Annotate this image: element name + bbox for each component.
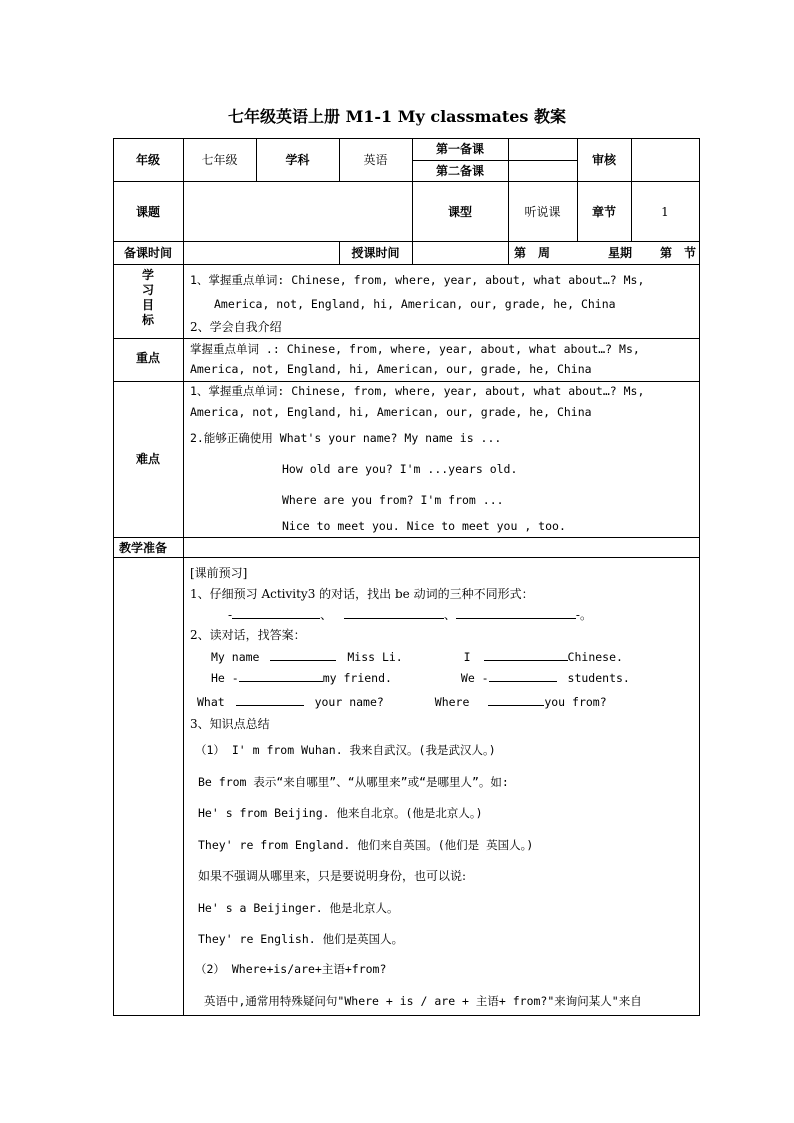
key-points-line-1: 掌握重点单词 .: Chinese, from, where, year, about, what about…? Ms, — [190, 342, 640, 356]
document-title: 七年级英语上册 M1-1 My classmates 教案 — [228, 107, 566, 126]
lesson-type-label: 课型 — [447, 205, 472, 219]
goals-label: 学 习 目 标 — [141, 268, 154, 327]
period-label: 第 节 — [660, 246, 697, 260]
answer-blank[interactable] — [232, 607, 320, 619]
answer-blank[interactable] — [344, 607, 444, 619]
difficult-line-6: Nice to meet you. Nice to meet you , too. — [282, 519, 566, 533]
question-3: 3、知识点总结 — [190, 717, 270, 731]
knowledge-line-8: （2） Where+is/are+主语+from? — [195, 962, 387, 976]
knowledge-line-1: （1） I' m from Wuhan. 我来自武汉。(我是武汉人。) — [195, 743, 496, 757]
chapter-label: 章节 — [591, 205, 616, 219]
answer-blank[interactable] — [270, 649, 336, 661]
topic-label: 课题 — [135, 205, 160, 219]
weekday-label: 星期 — [608, 246, 633, 260]
difficult-line-4: How old are you? I'm ...years old. — [282, 462, 518, 476]
second-prep-label: 第二备课 — [435, 164, 484, 178]
goals-line-2: America, not, England, hi, American, our, grade, he, China — [214, 297, 616, 311]
goals-line-3: 2、学会自我介绍 — [190, 320, 282, 334]
knowledge-line-7: They' re English. 他们是英国人。 — [198, 932, 404, 946]
question-2: 2、读对话，找答案： — [190, 628, 306, 642]
first-prep-label: 第一备课 — [435, 142, 484, 156]
answer-blank[interactable] — [488, 694, 544, 706]
week-label: 第 周 — [514, 246, 551, 260]
subject-value: 英语 — [363, 153, 388, 167]
knowledge-line-3: He' s from Beijing. 他来自北京。(他是北京人。) — [198, 806, 483, 820]
question-1-blanks: - 、 、 -。 — [228, 608, 592, 622]
difficult-points-label: 难点 — [135, 452, 160, 466]
teaching-prep-label: 教学准备 — [119, 541, 168, 555]
grade-value: 七年级 — [201, 153, 238, 167]
knowledge-line-9: 英语中,通常用特殊疑问句"Where + is / are + 主语+ from?"来询问某人"来自 — [204, 994, 642, 1008]
question-1: 1、仔细预习 Activity3 的对话，找出 be 动词的三种不同形式： — [190, 587, 534, 601]
difficult-line-2: America, not, England, hi, American, our, grade, he, China — [190, 405, 592, 419]
dialog-row-3: What your name? Where you from? — [197, 695, 607, 709]
difficult-line-3: 2.能够正确使用 What's your name? My name is ... — [190, 431, 502, 445]
knowledge-line-2: Be from 表示“来自哪里”、“从哪里来”或“是哪里人”。如: — [198, 775, 509, 789]
knowledge-line-5: 如果不强调从哪里来，只是要说明身份，也可以说: — [198, 869, 467, 883]
answer-blank[interactable] — [239, 670, 323, 682]
dialog-row-1: My name Miss Li. I Chinese. — [211, 650, 623, 664]
answer-blank[interactable] — [236, 694, 304, 706]
teach-time-label: 授课时间 — [351, 246, 400, 260]
key-points-label: 重点 — [135, 351, 160, 365]
chapter-value: 1 — [661, 205, 669, 219]
lesson-type-value: 听说课 — [524, 205, 561, 219]
difficult-line-5: Where are you from? I'm from ... — [282, 493, 504, 507]
key-points-line-2: America, not, England, hi, American, our, grade, he, China — [190, 362, 592, 376]
review-label: 审核 — [591, 153, 616, 167]
subject-label: 学科 — [285, 153, 310, 167]
knowledge-line-4: They' re from England. 他们来自英国。(他们是 英国人。) — [198, 838, 534, 852]
difficult-line-1: 1、掌握重点单词: Chinese, from, where, year, about, what about…? Ms, — [190, 384, 645, 398]
answer-blank[interactable] — [456, 607, 576, 619]
answer-blank[interactable] — [484, 649, 568, 661]
dialog-row-2: He - my friend. We - students. — [211, 671, 630, 685]
grade-label: 年级 — [135, 153, 160, 167]
preview-heading: [课前预习] — [190, 566, 248, 580]
goals-line-1: 1、掌握重点单词: Chinese, from, where, year, about, what about…? Ms, — [190, 273, 645, 287]
prep-time-label: 备课时间 — [123, 246, 172, 260]
answer-blank[interactable] — [489, 670, 557, 682]
knowledge-line-6: He' s a Beijinger. 他是北京人。 — [198, 901, 399, 915]
